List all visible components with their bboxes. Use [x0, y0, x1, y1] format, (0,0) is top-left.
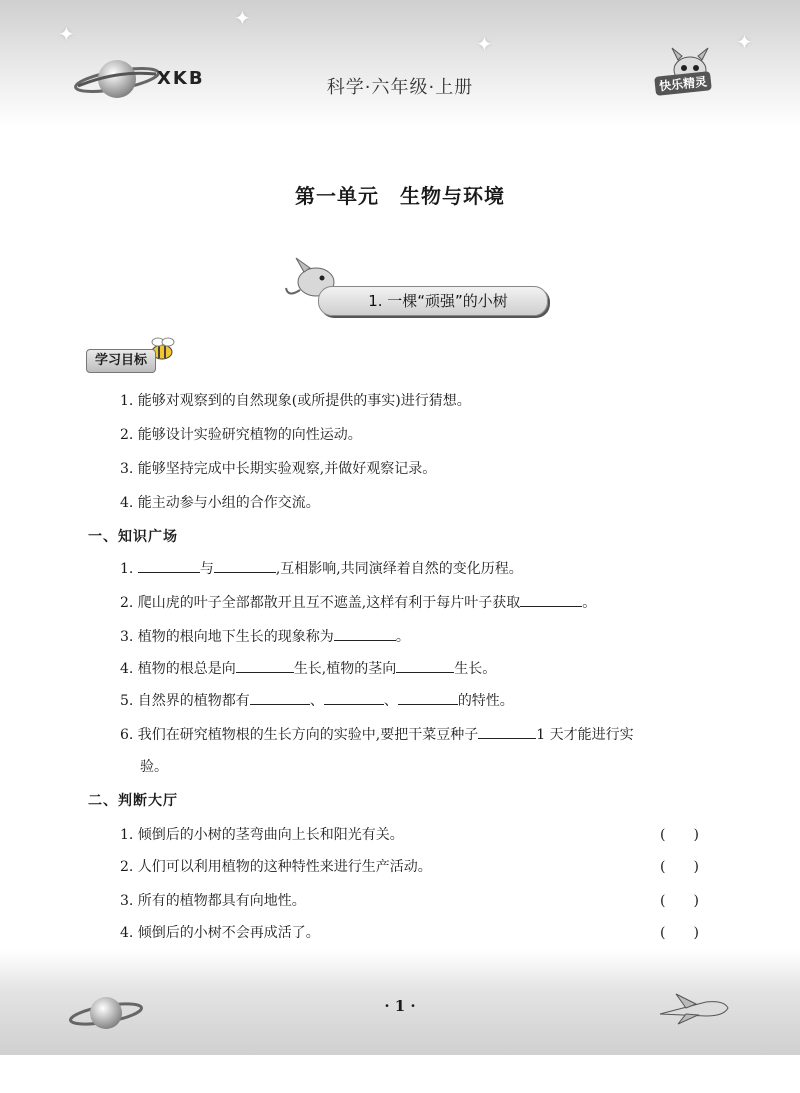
answer-blank[interactable]	[214, 558, 276, 573]
space-shuttle-icon	[656, 988, 732, 1028]
fill-question-6-continued: 验。	[140, 759, 168, 775]
answer-blank[interactable]	[236, 658, 294, 673]
answer-blank[interactable]	[398, 690, 458, 705]
answer-blank[interactable]	[396, 658, 454, 673]
answer-blank[interactable]	[478, 724, 536, 739]
learning-goals-badge: 学习目标	[86, 349, 156, 373]
question-text: 生长,植物的茎向	[293, 661, 397, 677]
answer-parentheses[interactable]: ( )	[660, 827, 699, 843]
sparkle-icon: ✦	[476, 32, 493, 56]
question-text: 、	[383, 693, 398, 709]
sparkle-icon: ✦	[58, 22, 75, 46]
answer-parentheses[interactable]: ( )	[660, 859, 699, 875]
fill-question-3	[120, 626, 410, 646]
judgment-item: 2. 人们可以利用植物的这种特性来进行生产活动。	[120, 859, 432, 875]
sparkle-icon: ✦	[234, 6, 251, 30]
answer-blank[interactable]	[250, 690, 310, 705]
question-text: 。	[395, 629, 410, 645]
question-text: 2. 爬山虎的叶子全部都散开且互不遮盖,这样有利于每片叶子获取	[120, 595, 521, 611]
question-number: 1.	[120, 561, 134, 577]
goal-item: 2. 能够设计实验研究植物的向性运动。	[120, 427, 362, 443]
question-text: 5. 自然界的植物都有	[120, 693, 250, 709]
question-text: 6. 我们在研究植物根的生长方向的实验中,要把干菜豆种子	[120, 727, 479, 743]
fill-question-5	[120, 690, 514, 710]
fill-question-4	[120, 658, 496, 678]
judgment-item: 1. 倾倒后的小树的茎弯曲向上长和阳光有关。	[120, 827, 404, 843]
question-text: ,互相影响,共同演绎着自然的变化历程。	[275, 561, 523, 577]
fill-question-6	[120, 724, 634, 744]
goal-item: 4. 能主动参与小组的合作交流。	[120, 495, 320, 511]
section-heading-knowledge: 一、知识广场	[88, 529, 178, 545]
question-text: 的特性。	[457, 693, 514, 709]
question-text: 1 天才能进行实	[536, 727, 634, 743]
answer-blank[interactable]	[334, 626, 396, 641]
brand-logo: XKB	[157, 68, 205, 89]
mascot-logo-text: 快乐精灵	[654, 71, 712, 96]
unit-title: 第一单元 生物与环境	[295, 184, 505, 208]
question-text: 生长。	[454, 661, 497, 677]
lesson-title: 1. 一棵“顽强”的小树	[368, 292, 508, 310]
fill-question-1	[120, 558, 523, 578]
answer-parentheses[interactable]: ( )	[660, 893, 699, 909]
judgment-item: 3. 所有的植物都具有向地性。	[120, 893, 306, 909]
goal-item: 3. 能够坚持完成中长期实验观察,并做好观察记录。	[120, 461, 437, 477]
question-text: 3. 植物的根向地下生长的现象称为	[120, 629, 334, 645]
goal-item: 1. 能够对观察到的自然现象(或所提供的事实)进行猜想。	[120, 393, 471, 409]
section-heading-judgment: 二、判断大厅	[88, 793, 178, 809]
question-text: 与	[199, 561, 214, 577]
question-text: 。	[582, 595, 597, 611]
answer-blank[interactable]	[520, 592, 582, 607]
answer-blank[interactable]	[324, 690, 384, 705]
judgment-item: 4. 倾倒后的小树不会再成活了。	[120, 925, 320, 941]
question-text: 4. 植物的根总是向	[120, 661, 236, 677]
page-number: · 1 ·	[384, 997, 416, 1015]
answer-blank[interactable]	[138, 558, 200, 573]
sparkle-icon: ✦	[736, 30, 753, 54]
question-text: 、	[309, 693, 324, 709]
answer-parentheses[interactable]: ( )	[660, 925, 699, 941]
fill-question-2	[120, 592, 596, 612]
subject-title: 科学·六年级·上册	[326, 77, 474, 98]
